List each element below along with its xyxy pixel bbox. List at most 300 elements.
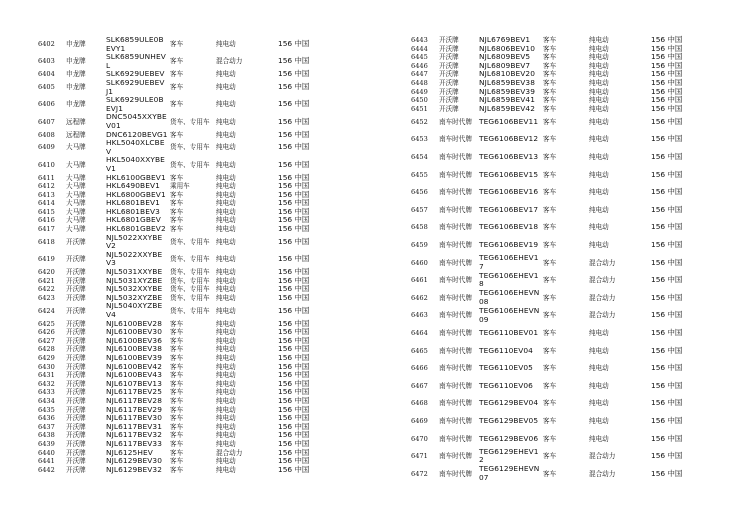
row-number: 6454	[411, 153, 428, 162]
range-cell: 156 中国	[651, 134, 683, 144]
brand-cell: 大马牌	[66, 225, 86, 234]
table-row	[411, 166, 711, 184]
row-number: 6420	[38, 268, 55, 277]
brand-cell: 南车时代牌	[439, 117, 472, 126]
power-type-cell: 混合动力	[216, 448, 243, 457]
range-cell: 156 中国	[278, 305, 310, 315]
vehicle-type-cell: 货车、专用车	[170, 160, 210, 169]
range-cell: 156 中国	[651, 169, 683, 179]
row-number: 6413	[38, 190, 55, 199]
brand-cell: 开沃牌	[66, 237, 86, 246]
row-number: 6459	[411, 241, 428, 249]
range-cell: 156 中国	[651, 327, 683, 337]
table-row	[411, 201, 711, 219]
row-number: 6449	[411, 87, 428, 96]
range-cell: 156 中国	[651, 257, 683, 267]
power-type-cell: 纯电动	[589, 44, 609, 53]
vehicle-type-cell: 客车	[170, 173, 184, 182]
row-number: 6406	[38, 100, 55, 109]
range-cell: 156 中国	[278, 292, 310, 302]
power-type-cell: 纯电动	[216, 40, 236, 49]
range-cell: 156 中国	[278, 413, 310, 423]
vehicle-type-cell: 客车	[543, 78, 557, 87]
brand-cell: 开沃牌	[66, 285, 86, 294]
vehicle-type-cell: 客车	[543, 104, 557, 113]
range-cell: 156 中国	[651, 95, 683, 105]
vehicle-type-cell: 客车	[170, 345, 184, 354]
range-cell: 156 中国	[278, 464, 310, 474]
range-cell: 156 中国	[278, 335, 310, 345]
row-number: 6415	[38, 207, 55, 216]
brand-cell: 南车时代牌	[439, 452, 472, 461]
range-cell: 156 中国	[651, 204, 683, 214]
vehicle-type-cell: 客车	[543, 293, 557, 302]
brand-cell: 开沃牌	[66, 422, 86, 431]
model-cell: NJL6129BEV30	[106, 456, 163, 466]
row-number: 6429	[38, 353, 55, 362]
row-number: 6462	[411, 293, 428, 302]
range-cell: 156 中国	[651, 292, 683, 302]
row-number: 6418	[38, 237, 55, 246]
row-number: 6408	[38, 130, 55, 139]
row-number: 6409	[38, 143, 55, 152]
power-type-cell: 纯电动	[589, 36, 609, 44]
vehicle-type-cell: 客车	[170, 379, 184, 388]
brand-cell: 南车时代牌	[439, 188, 472, 197]
row-number: 6424	[38, 306, 55, 315]
brand-cell: 开沃牌	[439, 36, 459, 44]
row-number: 6438	[38, 431, 55, 440]
brand-cell: 南车时代牌	[439, 258, 472, 267]
range-cell: 156 中国	[278, 142, 310, 152]
model-cell: NJL6100BEV38	[106, 344, 163, 354]
vehicle-type-cell: 客车	[170, 414, 184, 423]
row-number: 6444	[411, 44, 428, 53]
brand-cell: 远程牌	[66, 117, 86, 126]
range-cell: 156 中国	[278, 69, 310, 79]
row-number: 6469	[411, 416, 428, 425]
model-cell: TEG6106BEV19	[479, 240, 539, 249]
vehicle-type-cell: 客车	[543, 170, 557, 179]
range-cell: 156 中国	[278, 447, 310, 457]
brand-cell: 南车时代牌	[439, 328, 472, 337]
power-type-cell: 混合动力	[589, 293, 616, 302]
model-cell: NJL6100BEV43	[106, 370, 163, 380]
row-number: 6468	[411, 399, 428, 408]
model-cell: SLK6929ULE0B EVJ1	[106, 95, 164, 113]
table-row	[411, 149, 711, 167]
power-type-cell: 纯电动	[589, 241, 609, 249]
row-number: 6432	[38, 379, 55, 388]
power-type-cell: 纯电动	[216, 117, 236, 126]
power-type-cell: 纯电动	[216, 160, 236, 169]
table-row	[38, 113, 338, 130]
row-number: 6434	[38, 396, 55, 405]
brand-cell: 大马牌	[66, 199, 86, 208]
model-cell: NJL6809BEV7	[479, 60, 531, 70]
brand-cell: 开沃牌	[66, 276, 86, 285]
vehicle-type-cell: 货车、专用车	[170, 117, 210, 126]
row-number: 6463	[411, 311, 428, 320]
brand-cell: 南车时代牌	[439, 311, 472, 320]
model-cell: TEG6129BEV05	[479, 415, 539, 425]
vehicle-type-cell: 客车	[543, 416, 557, 425]
model-cell: TEG6106EHEVN 08	[479, 288, 540, 307]
row-number: 6427	[38, 336, 55, 345]
model-cell: TEG6106BEV11	[479, 116, 539, 126]
row-number: 6439	[38, 439, 55, 448]
range-cell: 156 中国	[278, 284, 310, 294]
power-type-cell: 纯电动	[589, 381, 609, 390]
brand-cell: 远程牌	[66, 130, 86, 139]
brand-cell: 开沃牌	[439, 104, 459, 113]
table-row	[411, 448, 711, 466]
model-cell: NJL6107BEV13	[106, 378, 163, 388]
model-cell: NJL6859BEV38	[479, 77, 536, 87]
vehicle-type-cell: 客车	[170, 199, 184, 208]
power-type-cell: 纯电动	[589, 434, 609, 443]
range-cell: 156 中国	[651, 52, 683, 62]
table-row	[38, 53, 338, 70]
vehicle-type-cell: 货车、专用车	[170, 255, 210, 264]
power-type-cell: 纯电动	[589, 205, 609, 214]
model-cell: TEG6106EHEV1 7	[479, 253, 539, 271]
vehicle-type-cell: 客车	[543, 311, 557, 320]
range-cell: 156 中国	[278, 159, 310, 169]
row-number: 6441	[38, 457, 55, 466]
model-cell: TEG6129BEV06	[479, 433, 539, 443]
range-cell: 156 中国	[278, 387, 310, 397]
range-cell: 156 中国	[278, 430, 310, 440]
model-cell: NJL6117BEV28	[106, 395, 163, 405]
range-cell: 156 中国	[651, 103, 683, 113]
table-row	[411, 342, 711, 360]
vehicle-type-cell: 货车、专用车	[170, 285, 210, 294]
row-number: 6470	[411, 434, 428, 443]
vehicle-type-cell: 客车	[170, 353, 184, 362]
power-type-cell: 纯电动	[216, 100, 236, 109]
power-type-cell: 纯电动	[589, 135, 609, 144]
row-number: 6457	[411, 205, 428, 214]
range-cell: 156 中国	[651, 415, 683, 425]
row-number: 6422	[38, 285, 55, 294]
row-number: 6423	[38, 293, 55, 302]
vehicle-type-cell: 客车	[543, 135, 557, 144]
table-row	[411, 272, 711, 290]
row-number: 6425	[38, 319, 55, 328]
brand-cell: 开沃牌	[439, 87, 459, 96]
power-type-cell: 纯电动	[589, 87, 609, 96]
range-cell: 156 中国	[278, 370, 310, 380]
row-number: 6446	[411, 61, 428, 70]
model-cell: SLK6929UEBEV	[106, 69, 165, 79]
range-cell: 156 中国	[278, 198, 310, 208]
table-row	[411, 105, 711, 114]
power-type-cell: 纯电动	[216, 216, 236, 225]
power-type-cell: 混合动力	[589, 311, 616, 320]
vehicle-type-cell: 客车	[170, 130, 184, 139]
model-cell: NJL6809BEV5	[479, 52, 531, 62]
brand-cell: 开沃牌	[66, 414, 86, 423]
range-cell: 156 中国	[278, 215, 310, 225]
model-cell: NJL6117BEV33	[106, 438, 163, 448]
range-cell: 156 中国	[278, 116, 310, 126]
vehicle-type-cell: 客车	[543, 96, 557, 105]
model-cell: NJL6117BEV29	[106, 404, 163, 414]
vehicle-type-cell: 客车	[543, 61, 557, 70]
model-cell: NJL6117BEV32	[106, 430, 163, 440]
model-cell: HKL6801GBEV2	[106, 224, 166, 234]
power-type-cell: 纯电动	[589, 416, 609, 425]
table-row	[38, 225, 338, 234]
brand-cell: 开沃牌	[66, 306, 86, 315]
power-type-cell: 纯电动	[216, 431, 236, 440]
power-type-cell: 混合动力	[589, 452, 616, 461]
vehicle-type-cell: 客车	[170, 207, 184, 216]
vehicle-type-cell: 客车	[170, 216, 184, 225]
vehicle-type-cell: 客车	[543, 346, 557, 355]
power-type-cell: 纯电动	[216, 237, 236, 246]
power-type-cell: 纯电动	[589, 61, 609, 70]
model-cell: NJL5022XXYBE V3	[106, 249, 163, 268]
brand-cell: 开沃牌	[66, 345, 86, 354]
vehicle-type-cell: 客车	[170, 190, 184, 199]
model-cell: TEG6110EV06	[479, 380, 533, 390]
model-cell: TEG6129EHEVN 07	[479, 464, 540, 483]
row-number: 6456	[411, 188, 428, 197]
table-row	[38, 96, 338, 113]
model-cell: NJL5032XYZBE	[106, 292, 163, 302]
model-cell: NJL6125HEV	[106, 447, 153, 457]
range-cell: 156 中国	[651, 363, 683, 373]
power-type-cell: 纯电动	[216, 255, 236, 264]
power-type-cell: 纯电动	[589, 399, 609, 408]
power-type-cell: 纯电动	[216, 414, 236, 423]
vehicle-type-cell: 货车、专用车	[170, 293, 210, 302]
brand-cell: 开沃牌	[66, 255, 86, 264]
row-number: 6450	[411, 96, 428, 105]
vehicle-type-cell: 客车	[170, 57, 184, 66]
table-row	[38, 156, 338, 173]
model-cell: NJL6859BEV41	[479, 95, 536, 105]
row-number: 6467	[411, 381, 428, 390]
brand-cell: 南车时代牌	[439, 469, 472, 478]
range-cell: 156 中国	[651, 468, 683, 478]
row-number: 6452	[411, 117, 428, 126]
row-number: 6437	[38, 422, 55, 431]
table-row	[38, 36, 338, 53]
row-number: 6442	[38, 465, 55, 474]
range-cell: 156 中国	[278, 421, 310, 431]
range-cell: 156 中国	[278, 275, 310, 285]
row-number: 6405	[38, 83, 55, 92]
range-cell: 156 中国	[651, 35, 683, 44]
model-cell: NJL6117BEV31	[106, 421, 163, 431]
table-row	[38, 466, 338, 475]
power-type-cell: 纯电动	[216, 306, 236, 315]
brand-cell: 开沃牌	[66, 379, 86, 388]
model-cell: TEG6106BEV17	[479, 204, 539, 214]
table-row	[411, 360, 711, 378]
vehicle-type-cell: 客车	[170, 83, 184, 92]
model-cell: TEG6106BEV16	[479, 187, 539, 197]
brand-cell: 南车时代牌	[439, 399, 472, 408]
vehicle-type-cell: 客车	[170, 457, 184, 466]
range-cell: 156 中国	[278, 254, 310, 264]
brand-cell: 南车时代牌	[439, 276, 472, 285]
brand-cell: 申龙牌	[66, 83, 86, 92]
right-table	[411, 36, 711, 483]
power-type-cell: 纯电动	[216, 396, 236, 405]
table-row	[411, 395, 711, 413]
power-type-cell: 混合动力	[589, 276, 616, 285]
range-cell: 156 中国	[651, 77, 683, 87]
vehicle-type-cell: 客车	[170, 100, 184, 109]
table-row	[38, 294, 338, 303]
model-cell: TEG6129BEV04	[479, 398, 539, 408]
vehicle-type-cell: 客车	[543, 328, 557, 337]
power-type-cell: 纯电动	[216, 439, 236, 448]
table-row	[38, 234, 338, 251]
brand-cell: 大马牌	[66, 190, 86, 199]
model-cell: NJL6100BEV39	[106, 352, 163, 362]
power-type-cell: 纯电动	[216, 199, 236, 208]
brand-cell: 开沃牌	[66, 353, 86, 362]
power-type-cell: 纯电动	[216, 173, 236, 182]
range-cell: 156 中国	[651, 187, 683, 197]
vehicle-type-cell: 客车	[543, 381, 557, 390]
row-number: 6411	[38, 173, 55, 182]
model-cell: NJL6806BEV10	[479, 43, 536, 53]
vehicle-type-cell: 客车	[543, 36, 557, 44]
vehicle-type-cell: 客车	[543, 70, 557, 79]
brand-cell: 大马牌	[66, 160, 86, 169]
model-cell: TEG6106BEV13	[479, 152, 539, 162]
table-row	[411, 412, 711, 430]
row-number: 6403	[38, 57, 55, 66]
row-number: 6455	[411, 170, 428, 179]
model-cell: SLK6859ULE0B EVY1	[106, 35, 164, 53]
range-cell: 156 中国	[278, 172, 310, 182]
range-cell: 156 中国	[278, 438, 310, 448]
table-row	[411, 237, 711, 255]
row-number: 6430	[38, 362, 55, 371]
power-type-cell: 纯电动	[589, 78, 609, 87]
brand-cell: 开沃牌	[66, 319, 86, 328]
power-type-cell: 纯电动	[216, 182, 236, 191]
model-cell: NJL6100BEV42	[106, 361, 163, 371]
row-number: 6472	[411, 469, 428, 478]
range-cell: 156 中国	[651, 240, 683, 249]
model-cell: NJL6100BEV28	[106, 318, 163, 328]
model-cell: TEG6106EHEV1 8	[479, 270, 539, 289]
brand-cell: 大马牌	[66, 182, 86, 191]
brand-cell: 南车时代牌	[439, 170, 472, 179]
model-cell: SLK6859UNHEV L	[106, 52, 166, 70]
range-cell: 156 中国	[651, 275, 683, 285]
brand-cell: 开沃牌	[439, 78, 459, 87]
brand-cell: 南车时代牌	[439, 434, 472, 443]
brand-cell: 南车时代牌	[439, 223, 472, 232]
vehicle-type-cell: 客车	[170, 319, 184, 328]
vehicle-type-cell: 客车	[170, 328, 184, 337]
range-cell: 156 中国	[278, 378, 310, 388]
table-row	[411, 254, 711, 272]
row-number: 6416	[38, 216, 55, 225]
vehicle-type-cell: 客车	[543, 452, 557, 461]
vehicle-type-cell: 客车	[543, 276, 557, 285]
brand-cell: 申龙牌	[66, 100, 86, 109]
brand-cell: 开沃牌	[439, 53, 459, 62]
table-row	[411, 131, 711, 149]
row-number: 6458	[411, 223, 428, 232]
range-cell: 156 中国	[651, 310, 683, 320]
power-type-cell: 纯电动	[216, 319, 236, 328]
power-type-cell: 纯电动	[216, 285, 236, 294]
row-number: 6417	[38, 225, 55, 234]
model-cell: HKL6490BEV1	[106, 181, 160, 191]
row-number: 6448	[411, 78, 428, 87]
vehicle-type-cell: 客车	[543, 364, 557, 373]
brand-cell: 南车时代牌	[439, 293, 472, 302]
brand-cell: 开沃牌	[66, 457, 86, 466]
power-type-cell: 纯电动	[216, 83, 236, 92]
brand-cell: 南车时代牌	[439, 241, 472, 249]
vehicle-type-cell: 客车	[170, 465, 184, 474]
model-cell: NJL6100BEV30	[106, 327, 163, 337]
brand-cell: 开沃牌	[66, 405, 86, 414]
range-cell: 156 中国	[651, 69, 683, 79]
model-cell: DNC6120BEVG1	[106, 129, 168, 139]
range-cell: 156 中国	[278, 39, 310, 49]
range-cell: 156 中国	[651, 86, 683, 96]
row-number: 6445	[411, 53, 428, 62]
model-cell: NJL5032XXYBE	[106, 284, 163, 294]
power-type-cell: 纯电动	[216, 268, 236, 277]
power-type-cell: 纯电动	[216, 362, 236, 371]
range-cell: 156 中国	[278, 361, 310, 371]
model-cell: HKL5040XLCBE V	[106, 138, 165, 156]
range-cell: 156 中国	[278, 327, 310, 337]
model-cell: NJL5022XXYBE V2	[106, 232, 163, 251]
brand-cell: 大马牌	[66, 143, 86, 152]
power-type-cell: 混合动力	[589, 258, 616, 267]
power-type-cell: 纯电动	[589, 153, 609, 162]
brand-cell: 开沃牌	[66, 396, 86, 405]
vehicle-type-cell: 货车、专用车	[170, 306, 210, 315]
range-cell: 156 中国	[278, 236, 310, 246]
vehicle-type-cell: 客车	[543, 153, 557, 162]
row-number: 6465	[411, 346, 428, 355]
table-row	[38, 139, 338, 156]
range-cell: 156 中国	[651, 380, 683, 390]
model-cell: TEG6129EHEV1 2	[479, 446, 539, 465]
range-cell: 156 中国	[278, 206, 310, 216]
power-type-cell: 混合动力	[589, 469, 616, 478]
model-cell: HKL6100GBEV1	[106, 172, 166, 182]
vehicle-type-cell: 客车	[170, 439, 184, 448]
table-row	[411, 430, 711, 448]
range-cell: 156 中国	[651, 433, 683, 443]
range-cell: 156 中国	[278, 56, 310, 66]
model-cell: TEG6106BEV12	[479, 134, 539, 144]
range-cell: 156 中国	[278, 395, 310, 405]
vehicle-type-cell: 客车	[170, 225, 184, 234]
brand-cell: 开沃牌	[66, 328, 86, 337]
vehicle-type-cell: 客车	[170, 336, 184, 345]
vehicle-type-cell: 客车	[543, 117, 557, 126]
model-cell: NJL5031XYZBE	[106, 275, 163, 285]
